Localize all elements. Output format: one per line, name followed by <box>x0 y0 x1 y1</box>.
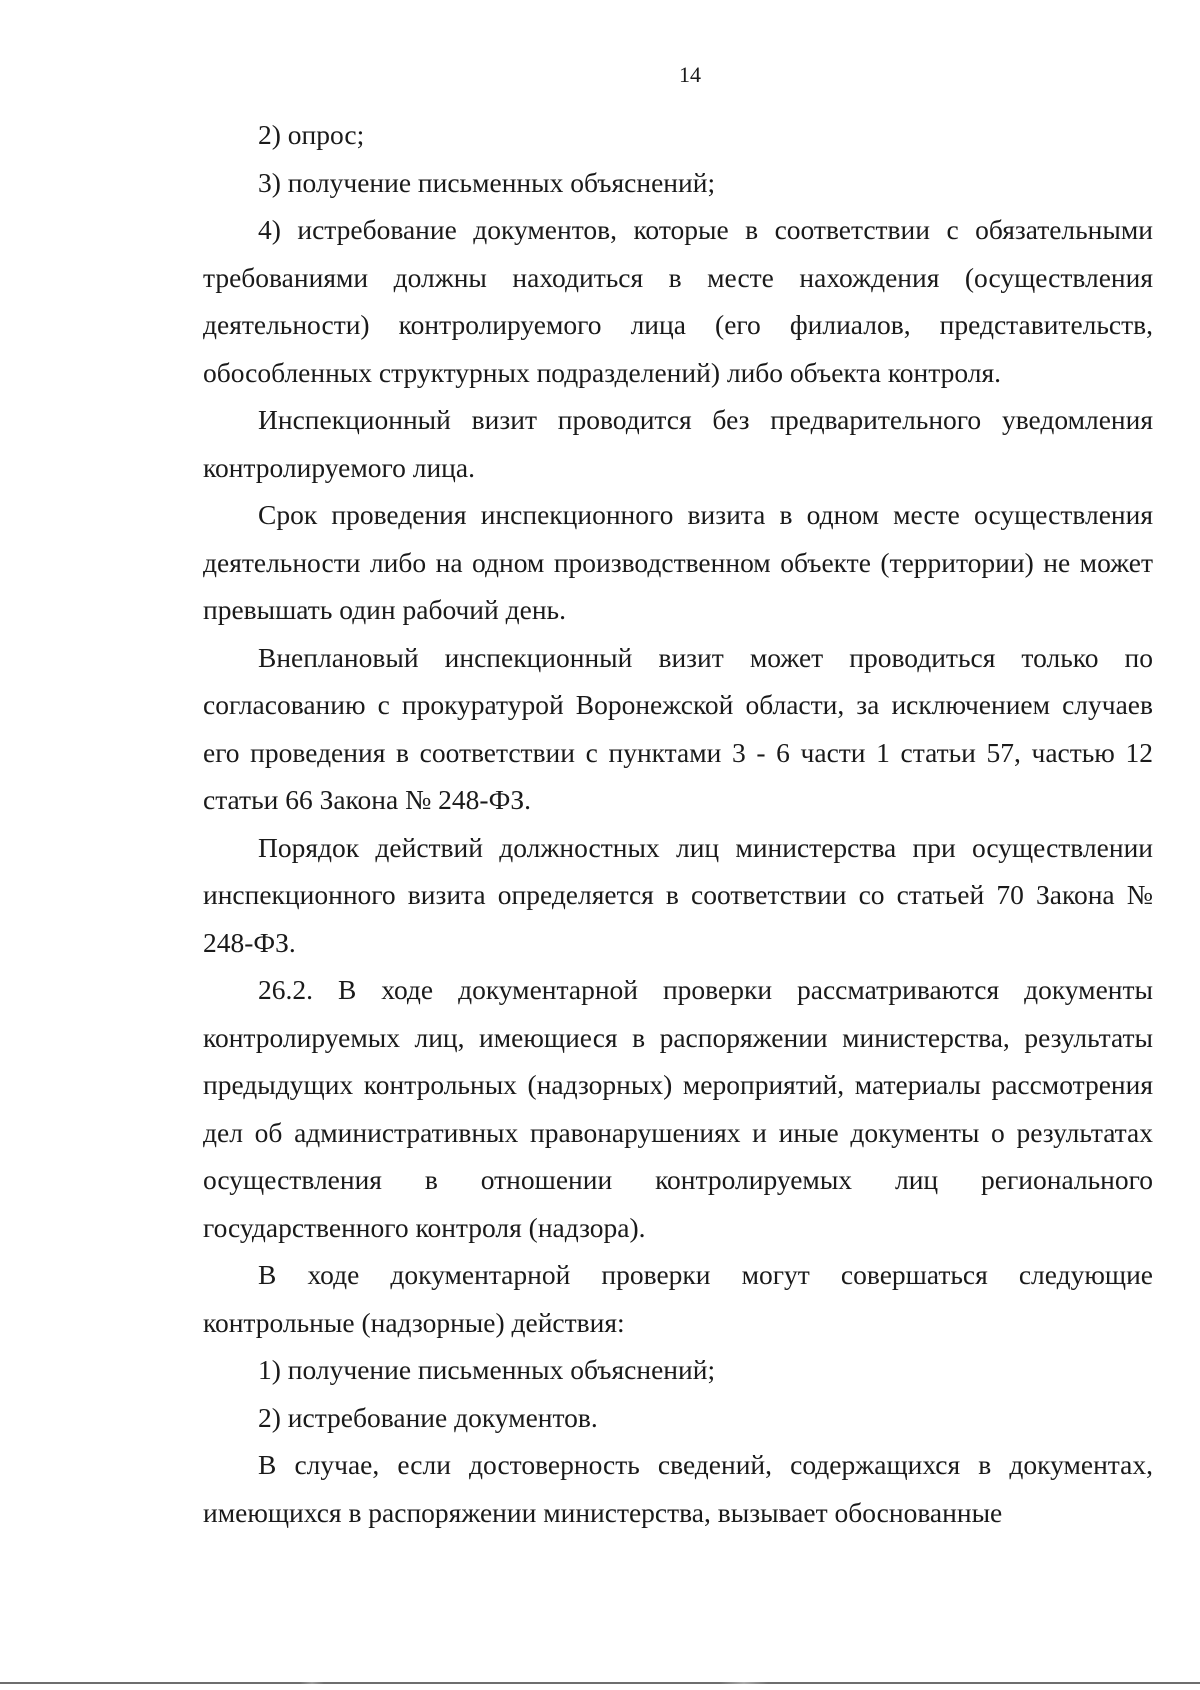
scan-edge-line <box>0 1682 1200 1684</box>
paragraph: 26.2. В ходе документарной проверки рассматриваются документы контролируемых лиц, имеющиеся в распоряжении министерства, результаты предыдущих контрольных (надзорных) мероприятий, материалы рассмотрения дел об административных правонарушениях и иные документы о результатах осуществления в отношении контролируемых лиц регионального государственного контроля (надзора). <box>203 974 1153 1243</box>
paragraph: Внеплановый инспекционный визит может проводиться только по согласованию с прокуратурой Воронежской области, за исключением случаев его проведения в соответствии с пунктами 3 - 6 части 1 статьи 57, частью 12 статьи 66 Закона № 248-ФЗ. <box>203 641 1153 815</box>
paragraph: 2) опрос; <box>258 119 365 150</box>
page-number: 14 <box>679 62 701 87</box>
paragraph-last: В случае, если достоверность сведений, содержащихся в документах, имеющихся в распоряжении министерства, вызывает обоснованные <box>203 1449 1153 1528</box>
paragraph: Срок проведения инспекционного визита в одном месте осуществления деятельности либо на одном производственном объекте (территории) не может превышать один рабочий день. <box>203 499 1153 625</box>
paragraph: 2) истребование документов. <box>258 1401 598 1433</box>
paragraph: 3) получение письменных объяснений; <box>258 166 716 198</box>
paragraph: 1) получение письменных объяснений; <box>258 1354 716 1385</box>
document-body <box>203 111 1153 1536</box>
paragraph: 4) истребование документов, которые в соответствии с обязательными требованиями должны находиться в месте нахождения (осуществления деятельности) контролируемого лица (его филиалов, представительств, обособленных структурных подразделений) либо объекта контроля. <box>203 214 1153 388</box>
paragraph: В ходе документарной проверки могут совершаться следующие контрольные (надзорные) действия: <box>203 1259 1153 1338</box>
paragraph: Порядок действий должностных лиц министерства при осуществлении инспекционного визита определяется в соответствии со статьей 70 Закона № 248-ФЗ. <box>203 831 1153 958</box>
paragraph: Инспекционный визит проводится без предварительного уведомления контролируемого лица. <box>203 404 1153 483</box>
